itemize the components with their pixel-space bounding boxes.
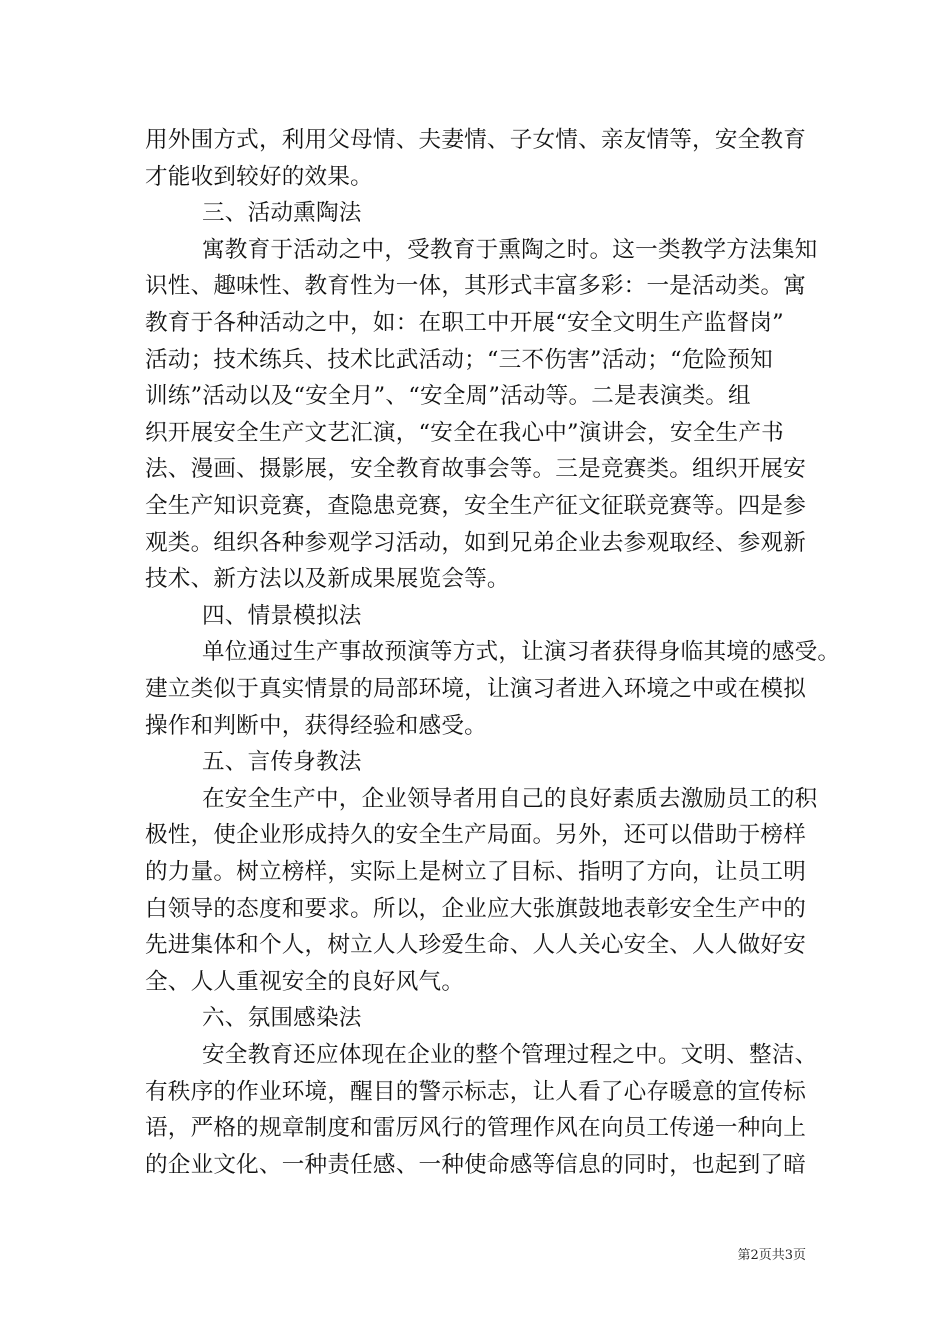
text-line: 技术、新方法以及新成果展览会等。 bbox=[145, 566, 510, 593]
text-line: 织开展安全生产文艺汇演，“安全在我心中”演讲会，安全生产书 bbox=[145, 419, 784, 446]
text-line: 有秩序的作业环境，醒目的警示标志，让人看了心存暖意的宣传标 bbox=[145, 1078, 807, 1105]
text-line: 操作和判断中，获得经验和感受。 bbox=[145, 712, 487, 739]
text-line: 全生产知识竞赛，查隐患竞赛，安全生产征文征联竞赛等。四是参 bbox=[145, 493, 807, 519]
page-number: 第2页共3页 bbox=[737, 1248, 806, 1263]
text-line: 语，严格的规章制度和雷厉风行的管理作风在向员工传递一种向上 bbox=[145, 1115, 807, 1142]
text-line: 寓教育于活动之中，受教育于熏陶之时。这一类教学方法集知 bbox=[202, 236, 818, 263]
text-line: 先进集体和个人，树立人人珍爱生命、人人关心安全、人人做好安 bbox=[145, 932, 807, 959]
text-line: 建立类似于真实情景的局部环境，让演习者进入环境之中或在模拟 bbox=[145, 676, 807, 702]
text-line: 的企业文化、一种责任感、一种使命感等信息的同时，也起到了暗 bbox=[145, 1151, 807, 1178]
text-line: 识性、趣味性、教育性为一体，其形式丰富多彩：一是活动类。寓 bbox=[145, 273, 807, 300]
text-line: 白领导的态度和要求。所以，企业应大张旗鼓地表彰安全生产中的 bbox=[145, 895, 807, 922]
text-line: 法、漫画、摄影展，安全教育故事会等。三是竞赛类。组织开展安 bbox=[145, 456, 807, 483]
text-line: 三、活动熏陶法 bbox=[202, 200, 362, 227]
text-line: 观类。组织各种参观学习活动，如到兄弟企业去参观取经、参观新 bbox=[145, 529, 807, 556]
text-line: 才能收到较好的效果。 bbox=[145, 163, 373, 190]
text-line: 训练”活动以及“安全月”、“安全周”活动等。二是表演类。组 bbox=[145, 383, 751, 410]
text-line: 教育于各种活动之中，如：在职工中开展“安全文明生产监督岗” bbox=[145, 310, 784, 336]
text-line: 安全教育还应体现在企业的整个管理过程之中。文明、整洁、 bbox=[202, 1042, 818, 1068]
text-line: 四、情景模拟法 bbox=[202, 602, 362, 629]
text-line: 用外围方式，利用父母情、夫妻情、子女情、亲友情等，安全教育 bbox=[145, 127, 807, 153]
text-line: 单位通过生产事故预演等方式，让演习者获得身临其境的感受。 bbox=[202, 639, 841, 666]
text-line: 极性，使企业形成持久的安全生产局面。另外，还可以借助于榜样 bbox=[145, 822, 807, 849]
text-line: 活动；技术练兵、技术比武活动；“三不伤害”活动；“危险预知 bbox=[145, 346, 773, 373]
text-line: 全、人人重视安全的良好风气。 bbox=[145, 968, 465, 995]
text-line: 六、氛围感染法 bbox=[202, 1005, 362, 1032]
text-line: 在安全生产中，企业领导者用自己的良好素质去激励员工的积 bbox=[202, 785, 818, 812]
text-line: 五、言传身教法 bbox=[202, 749, 362, 776]
text-line: 的力量。树立榜样，实际上是树立了目标、指明了方向，让员工明 bbox=[145, 859, 807, 885]
